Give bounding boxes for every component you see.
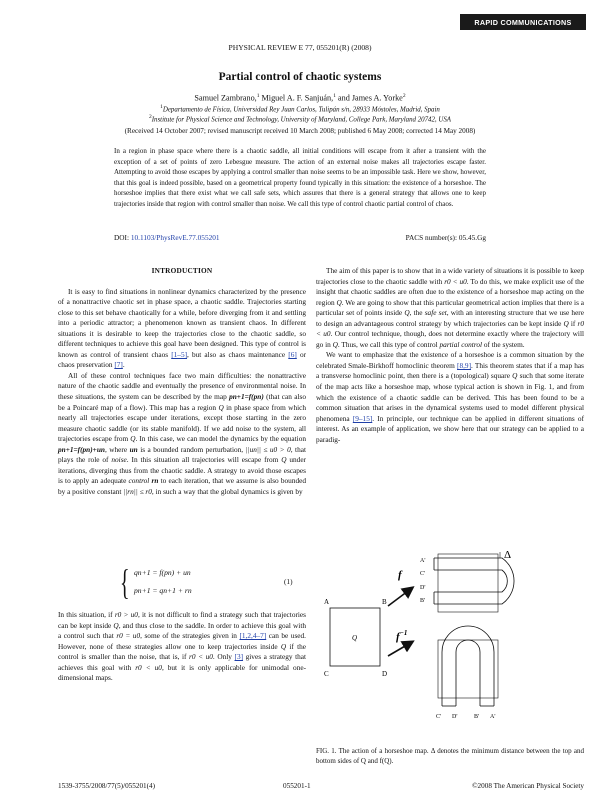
received-dates: (Received 14 October 2007; revised manuscript received 10 March 2008; published 6 May 2008; corrected 14 May 2008) [124,127,476,135]
left-column [58,266,306,497]
abstract: In a region in phase space where there is a chaotic saddle, all initial conditions will escape from it after a transient with the exception of a set of points of zero Lebesgue measure. The action of an external noise makes all trajectories escape faster. Attempting to avoid those escapes by applying a control smaller than noise seems to be an impossible task. Here we show, however, that this goal is indeed possible, based on a geometrical property found typically in this situation: the existence of a horseshoe. The horseshoe implies that there exist what we call safe sets, which assures that there is a general strategy that allows one to keep trajectories inside that region with control smaller than noise. We call this type of control chaotic partial control of chaos. [114,147,486,208]
affiliation-2-text: Institute for Physical Science and Technology, University of Maryland, College Park, Maryland 20742, USA [151,116,451,124]
doi-line [114,233,220,242]
paragraph: We want to emphasize that the existence of a horseshoe is a common situation by the celebrated Smale-Birkhoff homoclinic theorem [8,9]. This theorem states that if a map has a transverse homoclinic point, then there is a (topological) square Q such that some iterate of the map acts like a horseshoe map, whose typical action is shown in Fig. 1, and from which the existence of a chaotic saddle can be derived. This has been found to be a common situation that arises in the dynamical systems used to model different physical phenomena [9–15]. In principle, our technique can be applied in different situations of interest. As an example of application, we show here that our strategy can be applied to a paradig- [316,350,585,444]
doi-link[interactable]: 10.1103/PhysRevE.77.055201 [130,233,220,242]
right-column [316,266,584,445]
equation-brace: { [120,562,130,602]
citation-link[interactable]: [9–15] [352,413,373,423]
delta-label: Δ [504,549,512,561]
horseshoe-f-inverse-image [438,626,498,706]
bottom-c-label: C' [436,714,442,720]
q-label: Q [352,634,358,642]
footer-issn: 1539-3755/2008/77(5)/055201(4) [58,782,156,790]
author-1: Samuel Zambrano, [194,93,257,103]
top-b-label: B' [420,598,426,604]
author-2-affil: 1 [333,93,336,99]
top-c-label: C' [420,571,426,577]
corner-d-label: D [382,670,388,678]
figure-1-caption: FIG. 1. The action of a horseshoe map. Δ denotes the minimum distance between the top and bottom sides of Q and f(Q). [316,747,584,765]
f-arrow [388,588,412,606]
figure-1-horseshoe [316,548,600,768]
journal-header: PHYSICAL REVIEW E 77, 055201(R) (2008) [228,43,372,52]
bottom-a-label: A' [490,714,496,720]
paragraph: All of these control techniques face two main difficulties: the nonattractive nature of the chaotic saddle and eventually the presence of environmental noise. In these situations, the system can be described by the map pn+1=f(pn) (that can also be a Poincaré map of a flow). This map has a region Q in phase space from which nearly all trajectories escape under iterations, except those starting in the zero measure chaotic saddle (or its stable manifold). If we add noise to the system, all trajectories escape from Q. In this case, we can model the dynamics by the equation pn+1=f(pn)+un, where un is a bounded random perturbation, ||un|| ≤ u0 > 0, that plays the role of noise. In this situation all trajectories will escape from Q under iterations, diverging thus from the chaotic saddle. A strategy to avoid those escapes is to apply an adequate control rn to each iteration, that we assume is also bounded by a positive constant ||rn|| ≤ r0, in such a way that the global dynamics is given by [58,370,307,496]
equation-line-1: qn+1 = f(pn) + un [134,568,191,577]
corner-b-label: B [382,598,387,606]
section-heading-introduction: INTRODUCTION [151,266,213,275]
citation-link[interactable]: [7] [114,360,123,370]
affiliation-2 [0,114,600,123]
bottom-b-label: B' [474,714,480,720]
author-3-affil: 2 [402,93,406,99]
author-2: Miguel A. F. Sanjuán, [261,93,334,103]
citation-link[interactable]: [8,9] [457,360,472,370]
equation-line-2: pn+1 = qn+1 + rn [134,586,192,595]
paragraph: The aim of this paper is to show that in a wide variety of situations it is possible to keep trajectories close to the chaotic saddle with r0 < u0. To do this, we make explicit use of the insight that chaotic saddles are often due to the existence of a horseshoe map acting on the region Q. We are going to show that this particular geometrical action implies that there is a particular set of points inside Q, the safe set, with an interesting structure that we use here to design an advantageous control strategy by which trajectories can be kept inside Q if r0 < u0. Our control technique, though, does not determine exactly where the trajectory will go in Q. Thus, we call this type of control partial control of the system. [316,266,585,349]
author-list [0,93,600,103]
affiliation-1 [0,104,600,113]
equation-1 [120,562,300,602]
citation-link[interactable]: [3] [234,652,244,662]
footer-copyright: ©2008 The American Physical Society [472,782,584,790]
citation-link[interactable]: [1,2,4–7] [239,631,267,641]
f-inverse-arrow [388,642,412,656]
paragraph: It is easy to find situations in nonlinear dynamics characterized by the presence of a nonattractive chaotic set in phase space, a chaotic saddle. Trajectories starting close to this set behave chaotically for a while, before diverging from it and settling into a periodic attractor; a phenomenon known as transient chaos. In different situations it is desirable to keep the trajectories close to the chaotic saddle, so different techniques to achieve this goal have been designed. This type of control is known as control of transient chaos [1–5], but also as chaos maintenance [6] or chaos preservation [7]. [58,286,307,370]
affiliation-1-text: Departamento de Física, Universidad Rey Juan Carlos, Tulipán s/n, 28933 Móstoles, Madrid, Spain [162,106,440,114]
affiliation-1-sup: 1 [160,104,163,110]
corner-c-label: C [324,670,329,678]
footer-page-number: 055201-1 [283,782,311,790]
author-1-affil: 1 [256,93,260,99]
pacs-numbers: PACS number(s): 05.45.Gg [405,233,486,242]
bottom-d-label: D' [452,714,458,720]
author-3: and James A. Yorke [338,93,403,103]
top-a-label: A' [420,558,426,564]
corner-a-label: A [324,598,330,606]
f-label: f [398,569,402,581]
affiliation-2-sup: 2 [149,114,152,120]
citation-link[interactable]: [6] [288,349,297,359]
paragraph: In this situation, if r0 > u0, it is not difficult to find a strategy such that trajectories can be kept inside Q, and thus close to the saddle. In order to achieve this goal with a control such that r0 = u0, some of the strategies given in [1,2,4–7] can be used. However, none of these strategies allow one to keep trajectories inside Q if the control is smaller than the noise, that is, if r0 < u0. Only [3] gives a strategy that achieves this goal with r0 < u0, but it is only applicable for unimodal one-dimensional maps. [58,610,307,683]
doi-label: DOI: [114,233,129,242]
f-inverse-label: $f^{-1}$ [396,629,408,643]
top-d-label: D' [420,585,426,591]
citation-link[interactable]: [1–5] [171,349,188,359]
equation-number: (1) [284,577,293,586]
horseshoe-f-image [434,554,514,612]
paper-title: Partial control of chaotic systems [218,71,382,83]
rapid-communications-banner: RAPID COMMUNICATIONS [460,14,586,30]
left-column-continued [58,610,306,684]
